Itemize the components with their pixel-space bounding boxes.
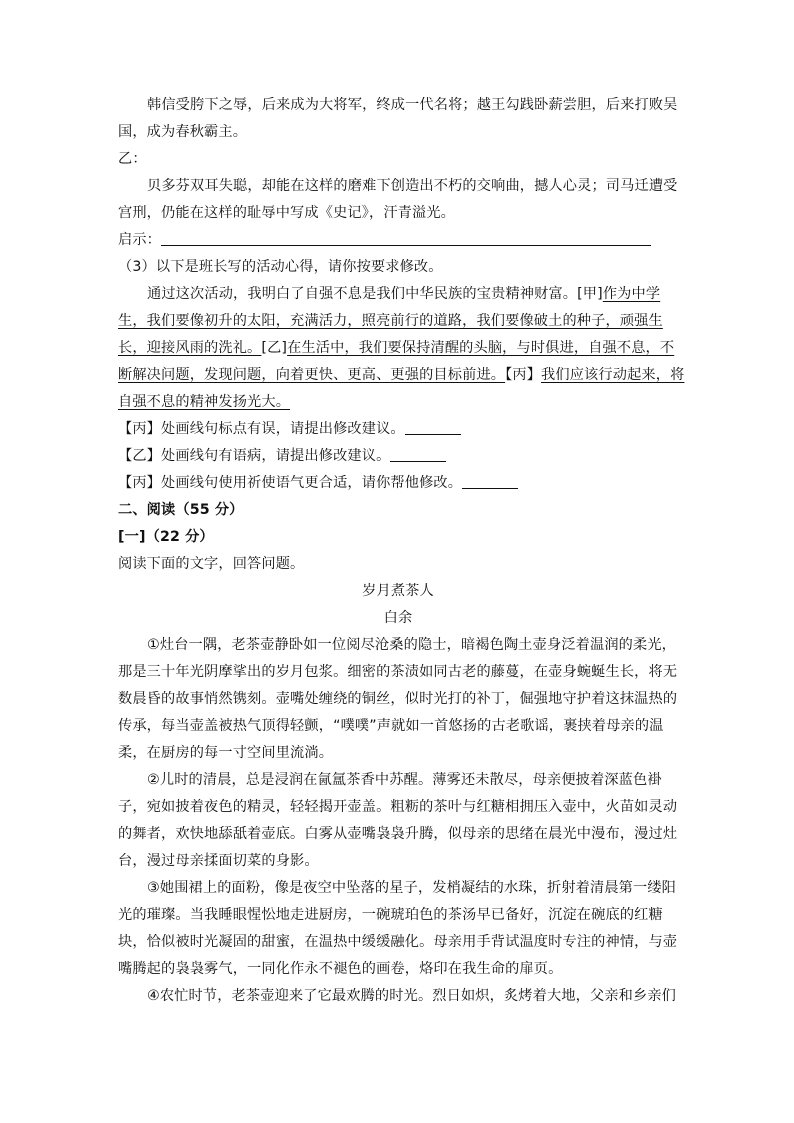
qishi-label: 启示： [118, 232, 162, 248]
question-3-prompt: （3）以下是班长写的活动心得，请你按要求修改。 [118, 259, 443, 275]
para1-line: 那是三十年光阴摩挲出的岁月包浆。细密的茶渍如同古老的藤蔓，在壶身蜿蜒生长，将无 [118, 664, 678, 680]
reading-instruction: 阅读下面的文字，回答问题。 [118, 556, 305, 572]
underlined-sentence-jia-middle: 生，我们要像初升的太阳，充满活力，照亮前行的道路，我们要像破土的种子，顽强生 [118, 313, 663, 329]
subquestion-1 [118, 416, 678, 443]
para2-line: ②儿时的清晨，总是浸润在氤氲茶香中苏醒。薄雾还未散尽，母亲便披着深蓝色褂 [147, 772, 662, 788]
para1-line: 柔，在厨房的每一寸空间里流淌。 [118, 745, 334, 761]
subquestion-3-text: 【丙】处画线句使用祈使语气更合适，请你帮他修改。 [118, 475, 463, 491]
para3-line: ③她围裙上的面粉，像是夜空中坠落的星子，发梢凝结的水珠，折射着清晨第一缕阳 [147, 880, 677, 896]
reflection-line-1-plain: 通过这次活动，我明白了自强不息是我们中华民族的宝贵精神财富。[甲] [147, 286, 603, 302]
mark-bing: 【丙】 [505, 367, 542, 383]
idiom-paragraph-1-line-2: 国，成为春秋霸主。 [118, 124, 248, 140]
para3-line: 块，恰似被时光凝固的甜蜜，在温热中缓缓融化。母亲用手背试温度时专注的神情，与壶 [118, 934, 678, 950]
reflection-line-3 [118, 335, 678, 362]
para3-line: 嘴腾起的袅袅雾气，一同化作永不褪色的画卷，烙印在我生命的扉页。 [118, 961, 563, 977]
subquestion-2-blank[interactable] [390, 446, 446, 462]
subquestion-1-text: 【丙】处画线句标点有误，请提出修改建议。 [118, 421, 405, 437]
yi-label: 乙： [118, 151, 147, 167]
underlined-sentence-jia-start: 作为中学 [602, 286, 661, 302]
para2-line: 子，宛如披着夜色的精灵，轻轻揭开壶盖。粗粝的茶叶与红糖相拥压入壶中，火苗如灵动 [118, 799, 678, 815]
para3-line: 光的璀璨。当我睡眼惺忪地走进厨房，一碗琥珀色的茶汤早已备好，沉淀在碗底的红糖 [118, 907, 663, 923]
subquestion-3-blank[interactable] [462, 473, 518, 489]
underlined-sentence-yi-start: 在生活中，我们要保持清醒的头脑，与时俱进，自强不息，不 [287, 340, 675, 356]
underlined-sentence-bing-end: 自强不息的精神发扬光大。 [118, 394, 291, 410]
idiom-paragraph-2-line-2: 宫刑，仍能在这样的耻辱中写成《史记》，汗青溢光。 [118, 205, 456, 221]
para1-line: 传承，每当壶盖被热气顶得轻颤，“噗噗”声就如一首悠扬的古老歌谣，裹挟着母亲的温 [118, 718, 664, 734]
underlined-sentence-bing-start: 我们应该行动起来，将 [541, 367, 685, 383]
underlined-sentence-yi-end: 断解决问题，发现问题，向着更快、更高、更强的目标前进。 [118, 367, 506, 383]
article-author: 白余 [383, 610, 413, 626]
reflection-line-5 [118, 389, 678, 416]
subquestion-3 [118, 470, 678, 497]
para4-line: ④农忙时节，老茶壶迎来了它最欢腾的时光。烈日如炽，炙烤着大地，父亲和乡亲们 [147, 988, 677, 1004]
mark-yi: [乙] [261, 340, 288, 356]
para1-line: ①灶台一隅，老茶壶静卧如一位阅尽沧桑的隐士，暗褐色陶土壶身泛着温润的柔光， [147, 637, 677, 653]
idiom-paragraph-2-line-1: 贝多芬双耳失聪，却能在这样的磨难下创造出不朽的交响曲，撼人心灵；司马迁遭受 [147, 178, 678, 194]
para2-line: 的舞者，欢快地舔舐着壶底。白雾从壶嘴袅袅升腾，似母亲的思绪在晨光中漫布，漫过灶 [118, 826, 678, 842]
reflection-line-4 [118, 362, 685, 389]
subquestion-2-text: 【乙】处画线句有语病，请提出修改建议。 [118, 448, 391, 464]
subquestion-1-blank[interactable] [405, 419, 461, 435]
para1-line: 数晨昏的故事悄然镌刻。壶嘴处缠绕的铜丝，似时光打的补丁，倔强地守护着这抹温热的 [118, 691, 678, 707]
document-page [118, 92, 685, 1010]
reflection-line-1 [118, 281, 678, 308]
qishi-line [118, 227, 678, 254]
article-title: 岁月煮茶人 [362, 583, 434, 599]
underlined-sentence-jia-end: 长，迎接风雨的洗礼。 [118, 340, 262, 356]
para2-line: 台，漫过母亲揉面切菜的身影。 [118, 853, 319, 869]
qishi-answer-blank[interactable] [161, 230, 651, 246]
reflection-line-2 [118, 308, 678, 335]
idiom-paragraph-1-line-1: 韩信受胯下之辱，后来成为大将军，终成一代名将；越王勾践卧薪尝胆，后来打败吴 [147, 97, 678, 113]
reading-part-1-heading: [一]（22 分） [118, 529, 214, 545]
subquestion-2 [118, 443, 678, 470]
reading-section-heading: 二、阅读（55 分） [118, 502, 244, 518]
